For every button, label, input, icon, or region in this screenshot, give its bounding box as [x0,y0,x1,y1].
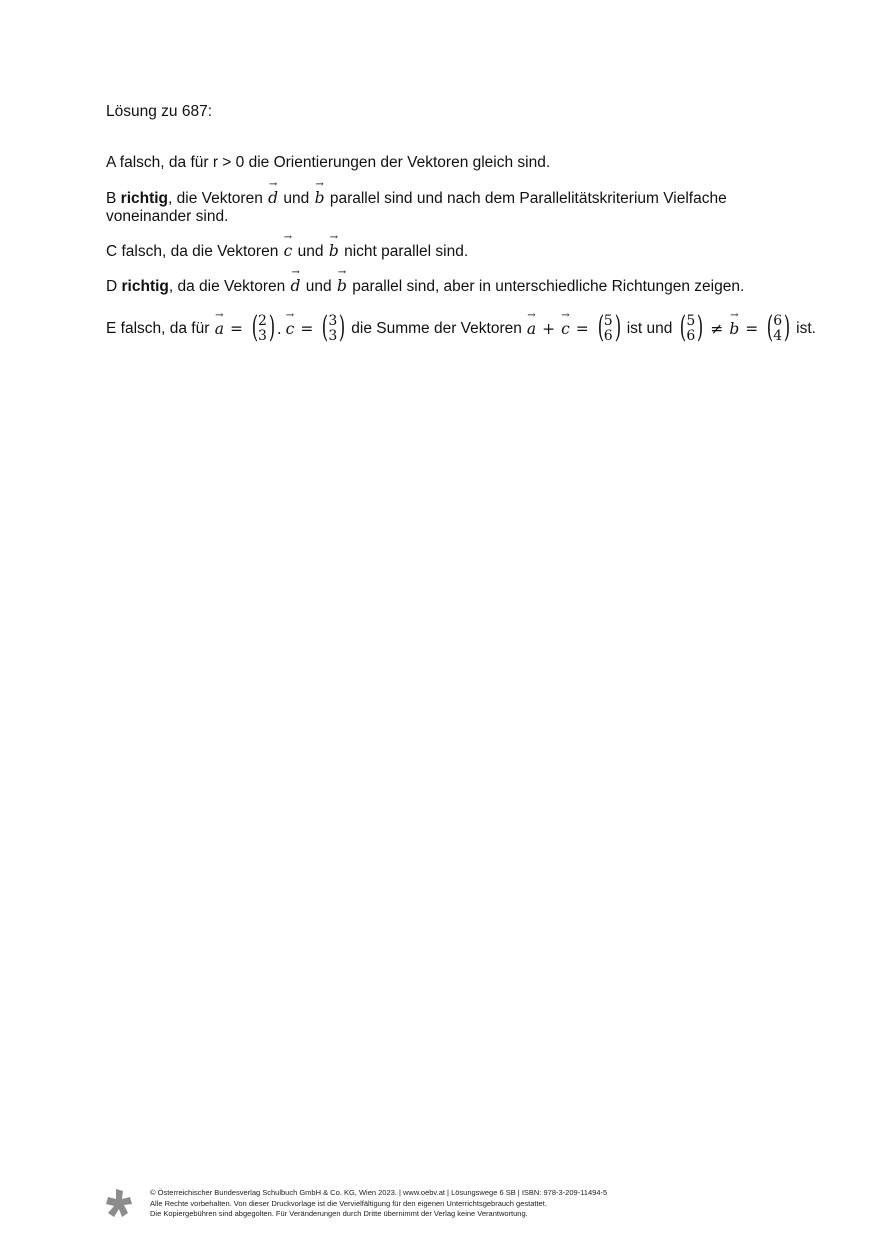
answer-text: und [283,190,310,207]
answer-c [106,232,806,261]
vector-arrow-icon: → [268,179,278,190]
separator-dot: . [276,320,282,338]
answer-text: und [297,243,324,260]
vector-arrow-icon: → [337,267,347,278]
answer-d [106,267,806,296]
vector-c: → c [561,310,570,338]
answer-text: C falsch, da die Vektoren [106,243,279,260]
answer-b [106,179,806,226]
vector-arrow-icon: → [730,310,739,321]
vector-a: → a [214,310,224,338]
answer-text: parallel sind und nach dem Parallelitätskriterium Vielfache voneinander sind. [106,190,727,225]
equals-sign: = [229,320,243,338]
vector-arrow-icon: → [315,179,324,190]
vector-arrow-icon: → [283,232,293,243]
oebv-logo-icon [105,1188,135,1220]
vector-arrow-icon: → [561,310,570,321]
vector-arrow-icon: → [329,232,338,243]
answer-text: parallel sind, aber in unterschiedliche Richtungen zeigen. [352,278,745,295]
vector-c: → c [285,310,295,338]
vector-b: → b [328,232,339,260]
equals-sign: = [575,320,589,338]
answer-text: ist. [796,320,816,337]
vector-component: 3 [328,328,338,344]
vector-arrow-icon: → [527,310,536,321]
equals-sign: = [300,320,314,338]
column-vector-a: ( 2 3 ) [251,309,276,345]
answer-a-text: A falsch, da für r > 0 die Orientierungen der Vektoren gleich sind. [106,154,551,171]
vector-component: 3 [257,328,267,344]
plus-sign: + [542,320,556,338]
vector-component: 6 [773,313,783,329]
vector-component: 6 [686,328,696,344]
vector-component: 4 [773,328,783,344]
vector-b: → b [336,267,347,295]
footer-line: © Österreichischer Bundesverlag Schulbuch GmbH & Co. KG, Wien 2023. | www.oebv.at | Lösungswege 6 SB | ISBN: 978-3-209-11494-5 [150,1188,608,1197]
answer-text: , da die Vektoren [168,278,286,295]
column-vector-sum: ( 5 6 ) [597,309,621,345]
verdict-label: richtig [121,278,169,295]
equals-sign: = [745,320,759,338]
vector-a: → a [526,310,537,338]
vector-c: → c [283,232,293,260]
answer-a [106,154,806,172]
answer-e [106,309,816,346]
vector-component: 2 [257,313,267,329]
vector-arrow-icon: → [291,267,300,278]
not-equal-sign: ≠ [710,320,724,338]
column-vector-b: ( 6 4 ) [767,309,791,345]
vector-d: → d [290,267,301,295]
answer-text: E falsch, da für [106,320,210,337]
solution-heading: Lösung zu 687: [106,103,213,120]
answer-letter: D [106,278,118,295]
column-vector-lhs: ( 5 6 ) [680,309,704,345]
vector-component: 5 [686,313,696,329]
answer-letter: B [106,190,117,207]
answer-text: ist und [626,320,673,337]
vector-d: → d [268,179,279,207]
footer-line: Alle Rechte vorbehalten. Von dieser Druckvorlage ist die Vervielfältigung für den eigenen Unterrichtsgebrauch gestattet. [150,1198,547,1208]
vector-arrow-icon: → [285,310,295,321]
answer-text: nicht parallel sind. [344,243,469,260]
answer-text: die Summe der Vektoren [351,320,522,337]
vector-b: → b [314,179,325,207]
answer-text: und [305,278,332,295]
verdict-label: richtig [120,190,169,207]
vector-component: 6 [603,328,613,344]
column-vector-c: ( 3 3 ) [322,309,346,345]
vector-component: 3 [328,313,338,329]
vector-arrow-icon: → [215,310,224,321]
vector-b: → b [729,310,740,338]
copyright-notice [150,1188,607,1220]
vector-component: 5 [603,313,613,329]
footer-line: Die Kopiergebühren sind abgegolten. Für Veränderungen durch Dritte übernimmt der Verlag keine Verantwortung. [150,1209,528,1218]
answer-text: , die Vektoren [168,190,263,207]
